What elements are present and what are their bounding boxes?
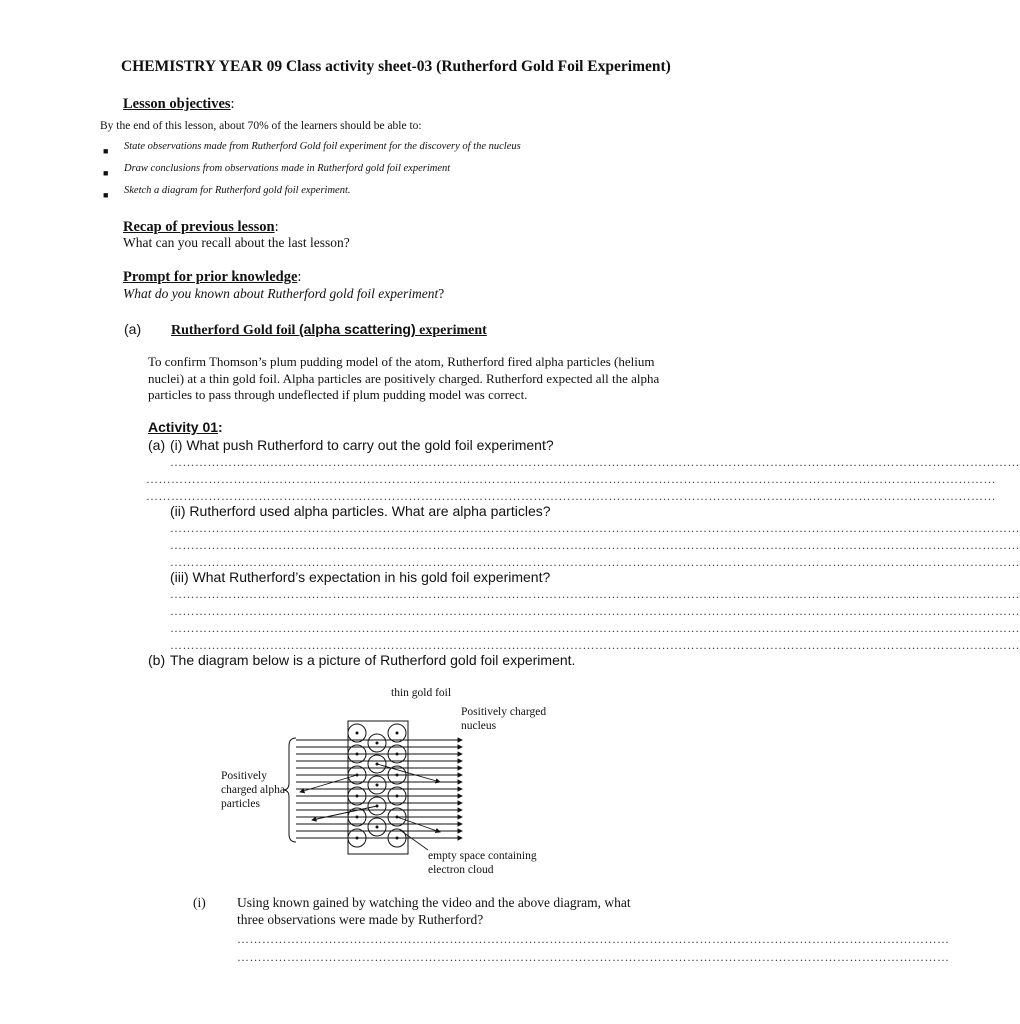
leader-line xyxy=(400,830,428,850)
section-a-heading: Rutherford Gold foil (alpha scattering) experiment xyxy=(171,321,487,338)
answer-line[interactable]: …………………………………………………………………………………………………………………………………………………………………………………… xyxy=(170,621,1020,635)
page-title: CHEMISTRY YEAR 09 Class activity sheet-03 (Rutherford Gold Foil Experiment) xyxy=(121,58,671,75)
list-item: ■ State observations made from Rutherford Gold foil experiment for the discovery of the nucleus xyxy=(103,141,521,156)
answer-line[interactable]: …………………………………………………………………………………………………………………………………………………………………………………… xyxy=(170,455,1020,469)
label-nucleus: Positively charged nucleus xyxy=(461,706,547,732)
prompt-heading-row: Prompt for prior knowledge: xyxy=(123,269,302,285)
question-marker: (i) xyxy=(193,895,206,910)
question-a-ii: (ii) Rutherford used alpha particles. What are alpha particles? xyxy=(170,503,551,519)
question-a-i: (i) What push Rutherford to carry out the gold foil experiment? xyxy=(170,437,554,453)
question-b: The diagram below is a picture of Rutherford gold foil experiment. xyxy=(170,652,576,668)
alpha-paths xyxy=(296,740,462,838)
bullet-icon: ■ xyxy=(103,168,109,178)
question-a-iii: (iii) What Rutherford’s expectation in his gold foil experiment? xyxy=(170,569,551,585)
bullet-icon: ■ xyxy=(103,190,109,200)
objectives-heading-row: Lesson objectives: xyxy=(123,96,235,112)
answer-line[interactable]: …………………………………………………………………………………………………………………………………………………………………………………… xyxy=(146,489,996,503)
label-empty-space: empty space containing electron cloud xyxy=(428,850,537,876)
section-a-marker: (a) xyxy=(124,321,142,337)
section-a-para-line: particles to pass through undeflected if plum pudding model was correct. xyxy=(148,387,528,402)
list-item: ■ Sketch a diagram for Rutherford gold foil experiment. xyxy=(103,185,351,200)
recap-heading-row: Recap of previous lesson: xyxy=(123,219,279,235)
activity-heading-row: Activity 01: xyxy=(148,419,223,435)
answer-line[interactable]: …………………………………………………………………………………………………………………………………………………………………………………… xyxy=(170,604,1020,618)
recap-heading: Recap of previous lesson xyxy=(123,219,275,235)
answer-line[interactable]: …………………………………………………………………………………………………………………………………………………………………………………… xyxy=(170,555,1020,569)
prompt-text: What do you known about Rutherford gold foil experiment? xyxy=(123,286,445,301)
section-a-para-line: nuclei) at a thin gold foil. Alpha particles are positively charged. Rutherford expected all the alpha xyxy=(148,371,660,386)
activity-heading: Activity 01 xyxy=(148,419,219,435)
answer-line[interactable]: …………………………………………………………………………………………………………………………………………………………………………………… xyxy=(170,538,1020,552)
answer-line[interactable]: ……………………………………………………………………………………………………………………………………………………… xyxy=(237,950,950,964)
answer-line[interactable]: …………………………………………………………………………………………………………………………………………………………………………………… xyxy=(170,521,1020,535)
bullet-icon: ■ xyxy=(103,146,109,156)
objectives-intro: By the end of this lesson, about 70% of the learners should be able to: xyxy=(100,120,422,132)
question-i-line: three observations were made by Rutherford? xyxy=(237,912,484,927)
label-foil: thin gold foil xyxy=(391,687,452,699)
question-marker: (b) xyxy=(148,652,166,668)
recap-text: What can you recall about the last lesson? xyxy=(123,235,350,250)
question-i-line: Using known gained by watching the video and the above diagram, what xyxy=(237,895,631,910)
answer-line[interactable]: ……………………………………………………………………………………………………………………………………………………… xyxy=(237,932,950,946)
label-alpha-particles: Positively charged alpha particles xyxy=(221,770,285,810)
answer-line[interactable]: …………………………………………………………………………………………………………………………………………………………………………………… xyxy=(170,638,1020,652)
question-marker: (a) xyxy=(148,437,166,453)
nucleus-dots xyxy=(356,732,399,840)
section-a-para-line: To confirm Thomson’s plum pudding model of the atom, Rutherford fired alpha particles (helium xyxy=(148,354,655,369)
list-item: ■ Draw conclusions from observations made in Rutherford gold foil experiment xyxy=(103,163,451,178)
prompt-heading: Prompt for prior knowledge xyxy=(123,269,298,285)
answer-line[interactable]: …………………………………………………………………………………………………………………………………………………………………………………… xyxy=(146,472,996,486)
objectives-heading: Lesson objectives xyxy=(123,96,231,112)
answer-line[interactable]: …………………………………………………………………………………………………………………………………………………………………………………… xyxy=(170,587,1020,601)
